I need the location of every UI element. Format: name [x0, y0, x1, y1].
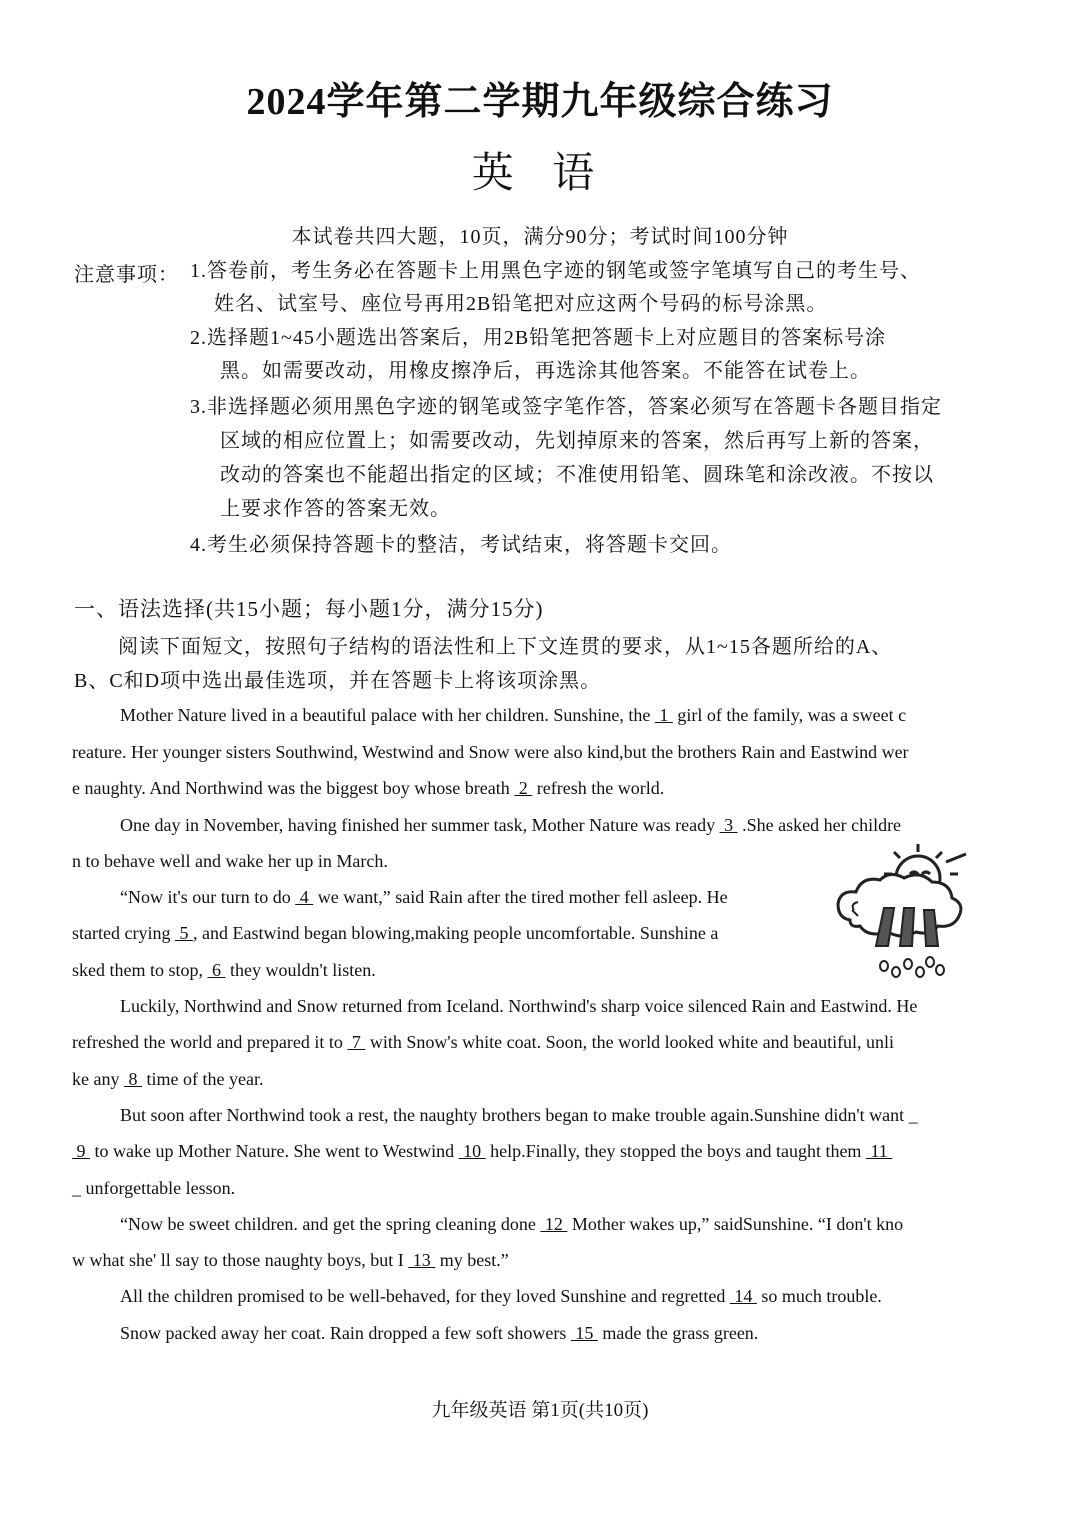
blank-number: 1 [654, 705, 673, 725]
passage-line [72, 958, 376, 982]
passage-line [120, 1321, 758, 1345]
note-line: 姓名、试室号、座位号再用2B铅笔把对应这两个号码的标号涂黑。 [214, 293, 828, 315]
passage-line [72, 1067, 263, 1091]
passage-text: my best.” [435, 1250, 509, 1270]
blank-number: 6 [207, 960, 226, 980]
passage-line [120, 1212, 903, 1236]
note-line: 2.选择题1~45小题选出答案后，用2B铅笔把答题卡上对应题目的答案标号涂 [190, 327, 887, 349]
notes-label: 注意事项： [74, 264, 179, 286]
note-line: 黑。如需要改动，用橡皮擦净后，再选涂其他答案。不能答在试卷上。 [220, 360, 871, 382]
passage-line [72, 849, 388, 873]
passage-text: But soon after Northwind took a rest, the naughty brothers began to make trouble again.Sunshine didn't want _ [120, 1105, 918, 1125]
passage-text: All the children promised to be well-behaved, for they loved Sunshine and regretted [120, 1286, 730, 1306]
blank-number: 3 [719, 815, 738, 835]
passage-text: “Now it's our turn to do [120, 887, 296, 907]
blank-number: 14 [729, 1286, 757, 1306]
blank-number: 13 [408, 1250, 436, 1270]
passage-text: with Snow's white coat. Soon, the world looked white and beautiful, unli [365, 1032, 895, 1052]
passage-line [120, 885, 728, 909]
passage-text: e naughty. And Northwind was the biggest boy whose breath [72, 778, 515, 798]
passage-line [72, 776, 664, 800]
passage-line [72, 921, 718, 945]
blank-number: 9 [72, 1141, 90, 1161]
passage-text: refresh the world. [532, 778, 665, 798]
passage-text: so much trouble. [756, 1286, 882, 1306]
blank-number: 15 [570, 1323, 598, 1343]
passage-text: One day in November, having finished her summer task, Mother Nature was ready [120, 815, 720, 835]
note-line: 1.答卷前，考生务必在答题卡上用黑色字迹的钢笔或签字笔填写自己的考生号、 [190, 260, 921, 282]
exam-intro: 本试卷共四大题，10页，满分90分；考试时间100分钟 [291, 226, 789, 248]
note-line: 改动的答案也不能超出指定的区域；不准使用铅笔、圆珠笔和涂改液。不按以 [220, 464, 934, 486]
passage-text: started crying [72, 923, 175, 943]
passage-text: girl of the family, was a sweet c [672, 705, 907, 725]
blank-number: 5 [174, 923, 193, 943]
exam-title: 2024学年第二学期九年级综合练习 [246, 81, 834, 123]
passage-line [72, 1248, 509, 1272]
blank-number: 10 [458, 1141, 486, 1161]
section-instruction: B、C和D项中选出最佳选项，并在答题卡上将该项涂黑。 [74, 670, 602, 692]
note-line: 4.考生必须保持答题卡的整洁，考试结束，将答题卡交回。 [190, 534, 732, 556]
passage-text: “Now be sweet children. and get the spring cleaning done [120, 1214, 541, 1234]
passage-text: Mother wakes up,” saidSunshine. “I don't kno [567, 1214, 904, 1234]
passage-line [72, 1030, 894, 1054]
blank-number: 11 [865, 1141, 893, 1161]
sun-cloud-rain-icon [826, 838, 986, 984]
passage-text: we want,” said Rain after the tired mother fell asleep. He [313, 887, 728, 907]
passage-text: Mother Nature lived in a beautiful palace with her children. Sunshine, the [120, 705, 655, 725]
passage-text: Snow packed away her coat. Rain dropped a few soft showers [120, 1323, 571, 1343]
passage-line [120, 1284, 882, 1308]
passage-text: refreshed the world and prepared it to [72, 1032, 348, 1052]
passage-text: w what she' ll say to those naughty boys, but I [72, 1250, 409, 1270]
passage-text: help.Finally, they stopped the boys and taught them [485, 1141, 866, 1161]
passage-text: n to behave well and wake her up in March. [72, 851, 388, 871]
passage-line [120, 813, 901, 837]
passage-line [72, 1139, 892, 1163]
note-line: 3.非选择题必须用黑色字迹的钢笔或签字笔作答，答案必须写在答题卡各题目指定 [190, 396, 942, 418]
passage-line [120, 703, 906, 727]
blank-number: 12 [540, 1214, 568, 1234]
passage-text: .She asked her childre [737, 815, 902, 835]
note-line: 区域的相应位置上；如需要改动，先划掉原来的答案，然后再写上新的答案， [220, 430, 934, 452]
passage-text: , and Eastwind began blowing,making people uncomfortable. Sunshine a [192, 923, 719, 943]
note-line: 上要求作答的答案无效。 [220, 498, 451, 520]
passage-line [72, 1176, 235, 1200]
blank-number: 7 [347, 1032, 366, 1052]
section-instruction: 阅读下面短文，按照句子结构的语法性和上下文连贯的要求，从1~15各题所给的A、 [118, 636, 893, 658]
passage-text: reature. Her younger sisters Southwind, Westwind and Snow were also kind,but the brothers Rain and Eastwind wer [72, 742, 909, 762]
subject-title: 英 语 [471, 151, 609, 197]
passage-text: time of the year. [141, 1069, 264, 1089]
passage-line [72, 740, 909, 764]
page-footer: 九年级英语 第1页(共10页) [431, 1400, 649, 1421]
blank-number: 2 [514, 778, 533, 798]
section-heading: 一、语法选择(共15小题；每小题1分，满分15分) [74, 597, 544, 621]
passage-text: _ unforgettable lesson. [72, 1178, 236, 1198]
passage-line [120, 994, 917, 1018]
passage-text: made the grass green. [597, 1323, 759, 1343]
blank-number: 4 [295, 887, 314, 907]
passage-text: they wouldn't listen. [225, 960, 376, 980]
passage-text: sked them to stop, [72, 960, 208, 980]
blank-number: 8 [123, 1069, 142, 1089]
passage-text: Luckily, Northwind and Snow returned from Iceland. Northwind's sharp voice silenced Rain and Eastwind. He [120, 996, 918, 1016]
passage-text: to wake up Mother Nature. She went to Westwind [90, 1141, 459, 1161]
passage-line [120, 1103, 918, 1127]
passage-text: ke any [72, 1069, 124, 1089]
